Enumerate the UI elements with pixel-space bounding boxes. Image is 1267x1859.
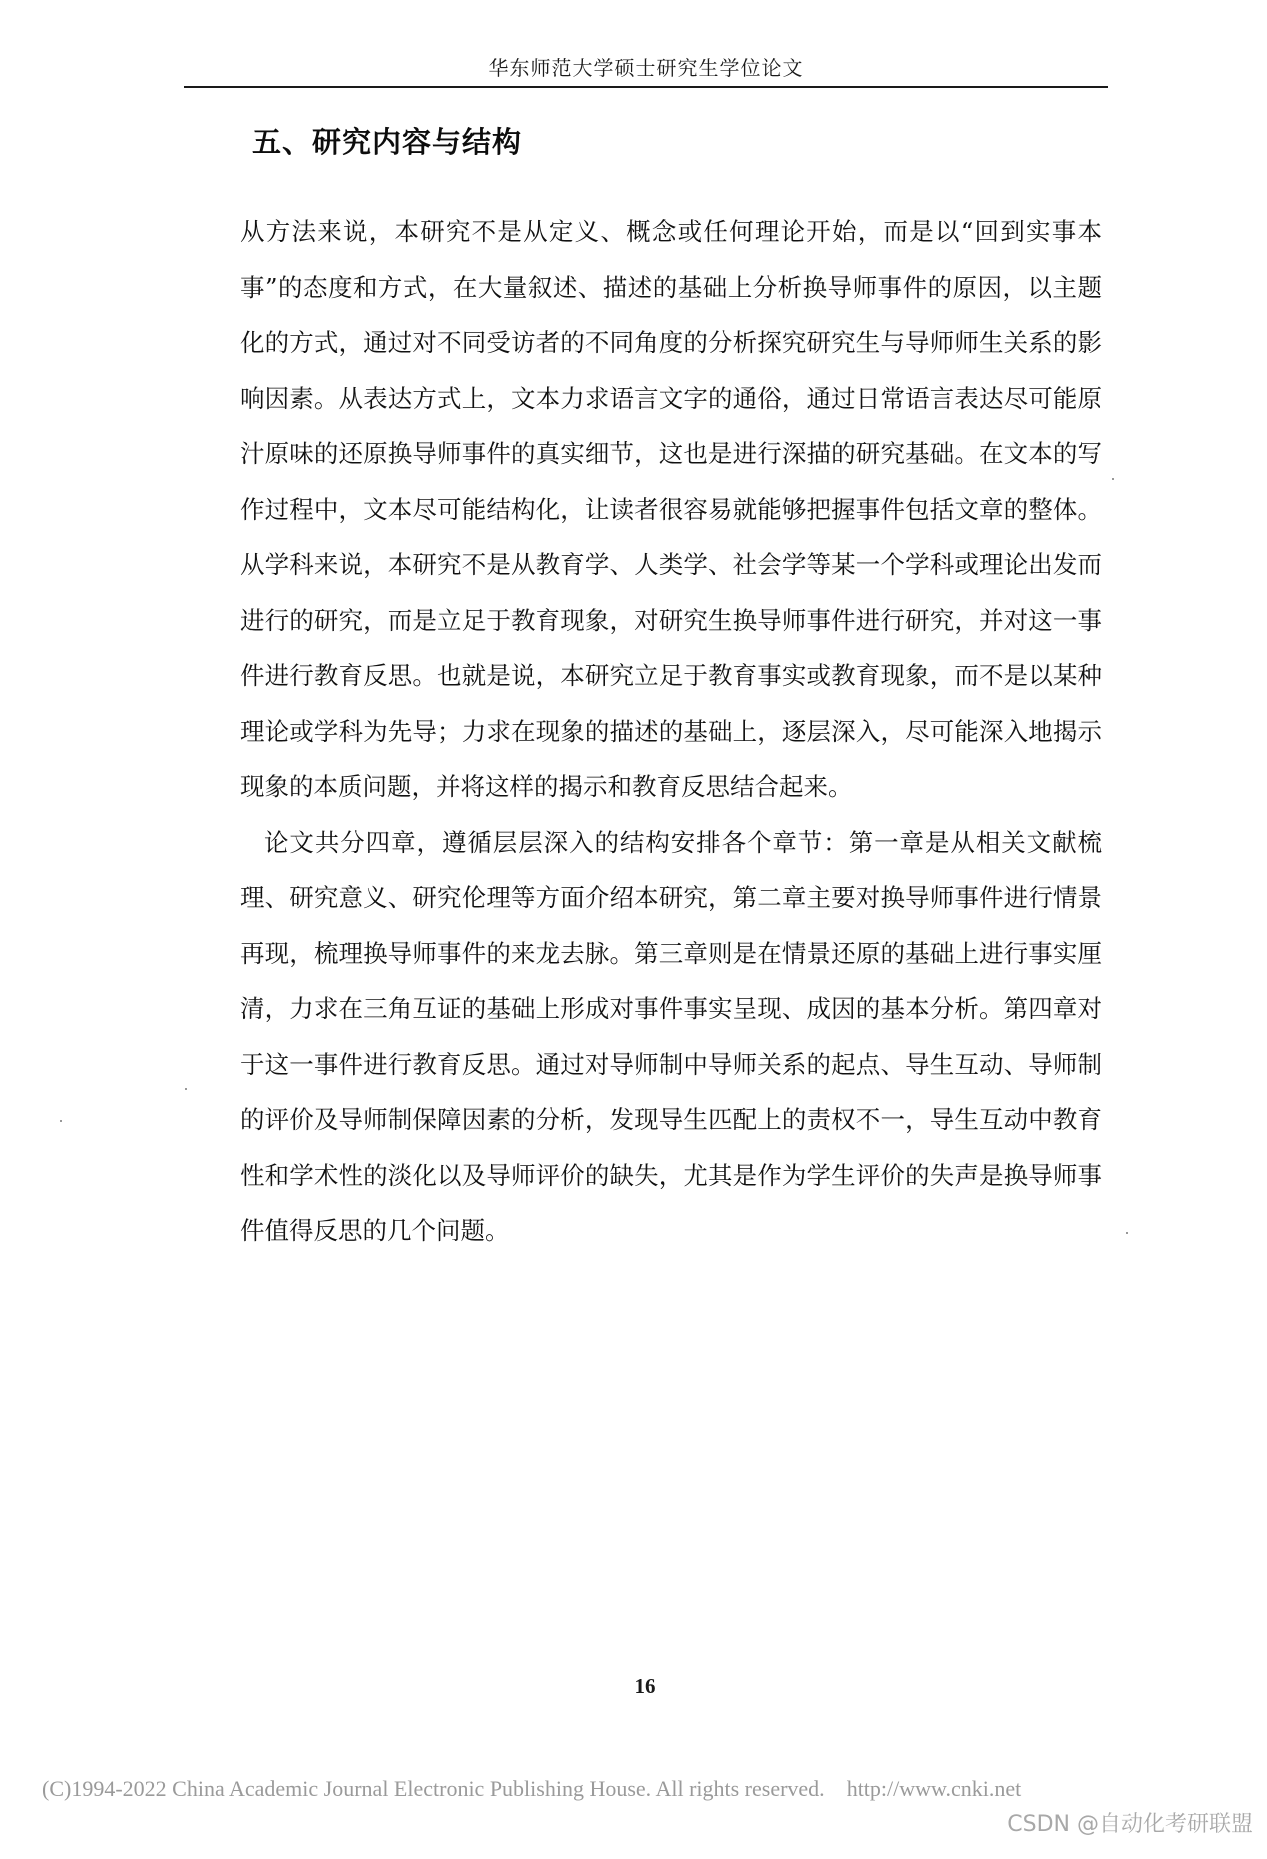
running-header: 华东师范大学硕士研究生学位论文 [488,56,804,80]
body-text [240,204,1102,1259]
scan-speck [1126,1232,1128,1234]
csdn-watermark: CSDN @自动化考研联盟 [1007,1812,1253,1837]
copyright-line [42,1774,1102,1804]
cnki-url: http://www.cnki.net [846,1776,1022,1801]
scan-speck [60,1120,62,1122]
copyright-notice: (C)1994-2022 China Academic Journal Electronic Publishing House. All rights reserved. [42,1776,825,1801]
page-number: 16 [634,1674,656,1698]
scan-speck [185,1088,187,1090]
header-rule [184,86,1108,88]
scan-speck [1112,478,1114,480]
section-heading: 五、研究内容与结构 [252,125,523,159]
paragraph-structure: 论文共分四章，遵循层层深入的结构安排各个章节：第一章是从相关文献梳理、研究意义、研究伦理等方面介绍本研究，第二章主要对换导师事件进行情景再现，梳理换导师事件的来龙去脉。第三章则是在情景还原的基础上进行事实厘清，力求在三角互证的基础上形成对事件事实呈现、成因的基本分析。第四章对于这一事件进行教育反思。通过对导师制中导师关系的起点、导生互动、导师制的评价及导师制保障因素的分析，发现导生匹配上的责权不一，导生互动中教育性和学术性的淡化以及导师评价的缺失，尤其是作为学生评价的失声是换导师事件值得反思的几个问题。 [240,827,1102,1245]
paragraph-method: 从方法来说，本研究不是从定义、概念或任何理论开始，而是以“回到实事本事”的态度和方式，在大量叙述、描述的基础上分析换导师事件的原因，以主题化的方式，通过对不同受访者的不同角度的分析探究研究生与导师师生关系的影响因素。从表达方式上，文本力求语言文字的通俗，通过日常语言表达尽可能原汁原味的还原换导师事件的真实细节，这也是进行深描的研究基础。在文本的写作过程中，文本尽可能结构化，让读者很容易就能够把握事件包括文章的整体。从学科来说，本研究不是从教育学、人类学、社会学等某一个学科或理论出发而进行的研究，而是立足于教育现象，对研究生换导师事件进行研究，并对这一事件进行教育反思。也就是说，本研究立足于教育事实或教育现象，而不是以某种理论或学科为先导；力求在现象的描述的基础上，逐层深入，尽可能深入地揭示现象的本质问题，并将这样的揭示和教育反思结合起来。 [240,217,1102,801]
